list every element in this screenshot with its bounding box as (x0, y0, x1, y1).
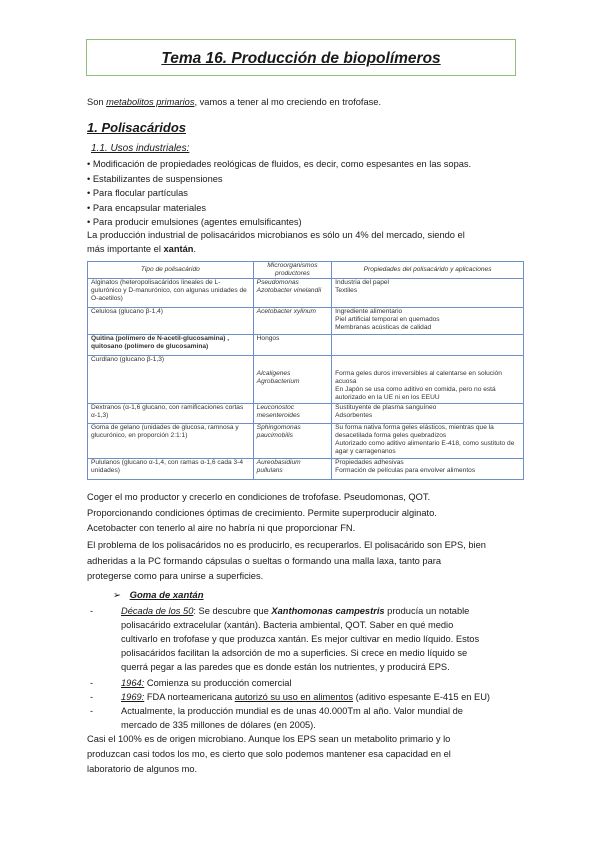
xantan-heading: ➢ Goma de xantán (113, 590, 204, 601)
decada-item: - Década de los 50: Se descubre que Xanthomonas campestris producía un notable polisacárido extracelular (xantán). Bacteria ambiental, QOT. Saber en qué medio cultivarlo en trofofase y que produzca xantán. Es mejor cultivar en medio líquido. Estos polisacáridos facilitan la adsorción de mo a superficies. Si crece en medio líquido se querrá pegar a las paredes que es donde están los nutrientes, y producirá EPS. (90, 606, 480, 672)
table-row: Curdlano (glucano β-1,3) Alcaligenes Agrobacterium Forma geles duros irreversibles al calentarse en solución acuosa En Japón se usa como aditivo en comida, pero no está autorizado en la UE ni en los EEUU (88, 356, 524, 403)
authorization-link: autorizó su uso en alimentos (234, 692, 354, 702)
title-box (86, 39, 516, 76)
item-1964: - 1964: Comienza su producción comercial (90, 678, 292, 688)
list-item: • Para flocular partículas (87, 188, 188, 198)
item-1969: - 1969: FDA norteamericana autorizó su uso en alimentos (aditivo espesante E-415 en EU) (90, 692, 491, 702)
page-title: Tema 16. Producción de biopolímeros (161, 50, 441, 67)
arrow-icon: ➢ (113, 590, 121, 601)
table-row: Dextranos (α-1,6 glucano, con ramificaciones cortas α-1,3) Leuconostoc mesenteroides Sustituyente de plasma sanguíneo Adsorbentes (88, 403, 524, 423)
xantan-term: xantán (163, 244, 194, 254)
list-item: • Estabilizantes de suspensiones (87, 173, 223, 184)
table-row: Celulosa (glucano β-1,4) Acetobacter xylinum Ingrediente alimentario Piel artificial temporal en quemados Membranas acústicas de calidad (88, 308, 524, 335)
table-header-row (88, 262, 524, 279)
table-row: Alginatos (heteropolisacáridos lineales de L-gulurónico y D-manurónico, con algunas unidades de O-acetilos) Pseudomonas Azotobacter vinelandii Industria del papel Textiles (88, 279, 524, 308)
table-header: Propiedades del polisacárido y aplicaciones (332, 262, 524, 279)
section-heading: 1. Polisacáridos (87, 120, 186, 135)
uses-list (87, 157, 527, 230)
list-item: • Para encapsular materiales (87, 202, 207, 213)
item-actual: - Actualmente, la producción mundial es de unas 40.000Tm al año. Valor mundial de mercado de 335 millones de dólares (en 2005). (90, 706, 463, 730)
list-item: • Para producir emulsiones (agentes emulsificantes) (87, 217, 302, 227)
table-header: Tipo de polisacárido (88, 262, 254, 279)
table-row: Goma de gelano (unidades de glucosa, ramnosa y glucurónico, en proporción 2:1:1) Sphingomonas paucimobilis Su forma nativa forma geles elásticos, mientras que la desacetilada forma geles quebradizos Autorizado como aditivo alimentario E-418, como sustituto de agar y carragenanos (88, 423, 524, 458)
intro-paragraph: Son metabolitos primarios, vamos a tener al mo creciendo en trofofase. (87, 97, 382, 107)
metabolitos-link: metabolitos primarios (106, 97, 195, 107)
closing-paragraph: Casi el 100% es de origen microbiano. Aunque los EPS sean un metabolito primario y lo produzcan casi todos los mo, es cierto que solo podemos mantener esa capacidad en el laboratorio de algunos mo. (87, 734, 451, 774)
table-header: Microorganismos productores (253, 262, 331, 279)
table-row: Pululanos (glucano α-1,4, con ramas α-1,6 cada 3-4 unidades) Aureobasidium pullulans Propiedades adhesivas Formación de películas para envolver alimentos (88, 458, 524, 479)
subsection-heading: 1.1. Usos industriales: (91, 143, 190, 154)
table-row: Quitina (polímero de N-acetil-glucosamina) , quitosano (polímero de glucosamina) Hongos (88, 335, 524, 356)
production-paragraph: Coger el mo productor y crecerlo en condiciones de trofofase. Pseudomonas, QOT. Proporcionando condiciones óptimas de crecimiento. Permite superproducir alginato. Acetobacter con tenerlo al aire no habría ni que proporcionar FN. (87, 492, 437, 533)
recovery-paragraph: El problema de los polisacáridos no es producirlo, es recuperarlos. El polisacárido son EPS, bien adheridas a la PC formando cápsulas o sueltas o formando una malla laxa, tanto para protegerse como para unirse a superficies. (87, 540, 486, 581)
polysaccharide-table (87, 261, 524, 480)
list-item: • Modificación de propiedades reológicas de fluidos, es decir, como espesantes en las sopas. (87, 159, 472, 169)
market-paragraph: La producción industrial de polisacáridos microbianos es sólo un 4% del mercado, siendo el más importante el xantán. (87, 230, 465, 254)
